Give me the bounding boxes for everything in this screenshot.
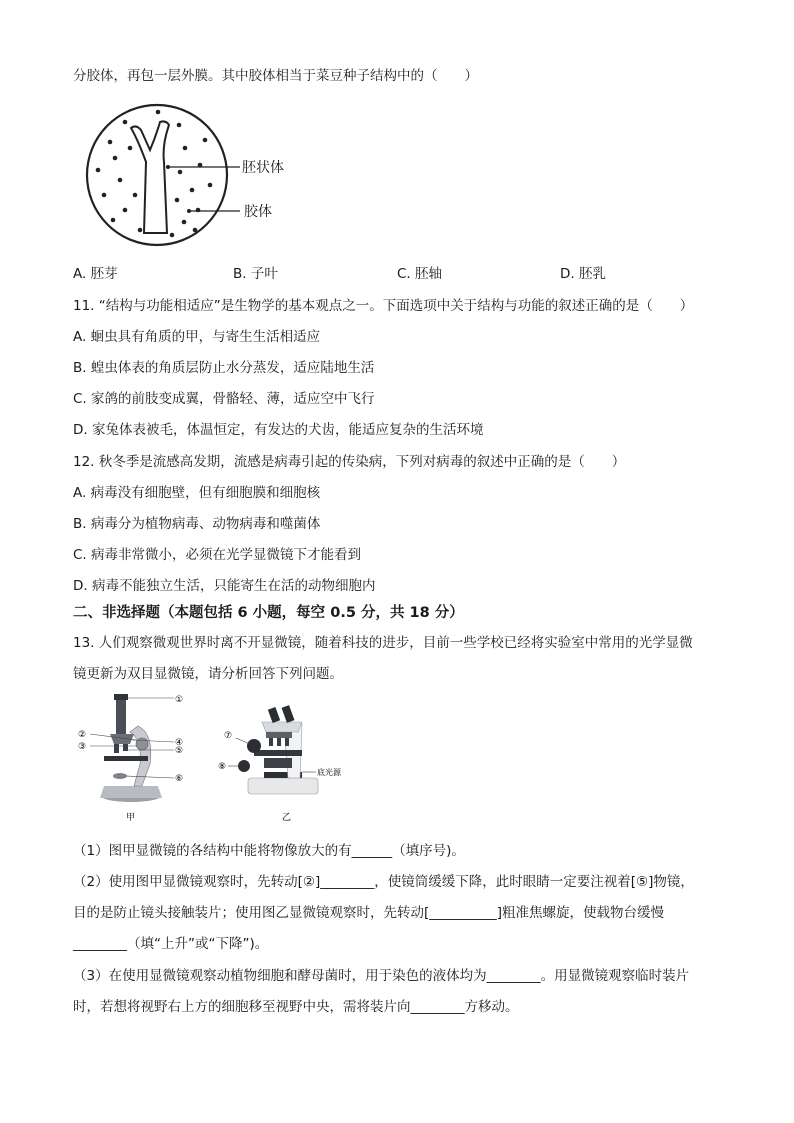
- question-11-option-c[interactable]: C. 家鸽的前肢变成翼，骨骼轻、薄，适应空中飞行: [73, 391, 375, 407]
- question-13-stem-line-2: 镜更新为双目显微镜，请分析回答下列问题。: [73, 666, 343, 682]
- label-4: ④: [175, 738, 184, 748]
- microscope-yi-figure: [214, 694, 364, 824]
- option-b[interactable]: B. 子叶: [233, 266, 278, 282]
- question-11-option-d[interactable]: D. 家兔体表被毛，体温恒定，有发达的犬齿，能适应复杂的生活环境: [73, 422, 484, 438]
- question-11-stem: 11. “结构与功能相适应”是生物学的基本观点之一。下面选项中关于结构与功能的叙述正确的是（ ）: [73, 298, 694, 314]
- option-d[interactable]: D. 胚乳: [560, 266, 606, 282]
- question-13-stem-line-1: 13. 人们观察微观世界时离不开显微镜，随着科技的进步，目前一些学校已经将实验室中常用的光学显微: [73, 635, 693, 651]
- label-5: ⑤: [175, 746, 184, 756]
- artificial-seed-diagram: [80, 100, 320, 250]
- label-light-source: 底光源: [317, 768, 341, 777]
- question-10-stem-continuation: 分胶体，再包一层外膜。其中胶体相当于菜豆种子结构中的（ ）: [73, 68, 478, 84]
- section-2-title: 二、非选择题（本题包括 6 小题，每空 0.5 分，共 18 分）: [73, 605, 464, 621]
- question-13-part-2-line-2: 目的是防止镜头接触装片；使用图乙显微镜观察时，先转动[__________]粗准焦螺旋，使载物台缓慢: [73, 905, 665, 921]
- question-12-option-c[interactable]: C. 病毒非常微小，必须在光学显微镜下才能看到: [73, 547, 362, 563]
- question-11-option-b[interactable]: B. 蝗虫体表的角质层防止水分蒸发，适应陆地生活: [73, 360, 375, 376]
- question-11-option-a[interactable]: A. 蛔虫具有角质的甲，与寄生生活相适应: [73, 329, 321, 345]
- question-10-options: [73, 264, 723, 284]
- question-12-stem: 12. 秋冬季是流感高发期，流感是病毒引起的传染病，下列对病毒的叙述中正确的是（ ）: [73, 454, 626, 470]
- question-12-option-d[interactable]: D. 病毒不能独立生活，只能寄生在活的动物细胞内: [73, 578, 376, 594]
- label-embryoid: 胚状体: [242, 160, 284, 176]
- microscope-jia-figure: [76, 694, 191, 824]
- option-c[interactable]: C. 胚轴: [397, 266, 443, 282]
- question-13-part-1: （1）图甲显微镜的各结构中能将物像放大的有______（填序号)。: [73, 843, 465, 859]
- label-7: ⑦: [224, 731, 233, 741]
- question-12-option-b[interactable]: B. 病毒分为植物病毒、动物病毒和噬菌体: [73, 516, 321, 532]
- label-1: ①: [175, 695, 184, 705]
- question-13-part-3-line-1: （3）在使用显微镜观察动植物细胞和酵母菌时，用于染色的液体均为________。用显微镜观察临时装片: [73, 968, 690, 984]
- question-13-part-2-line-1: （2）使用图甲显微镜观察时，先转动[②]________，使镜筒缓缓下降，此时眼睛一定要注视着[⑤]物镜，: [73, 874, 694, 890]
- label-2: ②: [78, 730, 87, 740]
- question-13-part-3-line-2: 时，若想将视野右上方的细胞移至视野中央，需将装片向________方移动。: [73, 999, 519, 1015]
- label-6: ⑥: [175, 774, 184, 784]
- label-8: ⑧: [218, 762, 227, 772]
- label-3: ③: [78, 742, 87, 752]
- label-colloid: 胶体: [244, 204, 272, 220]
- question-13-part-2-line-3: ________（填“上升”或“下降”)。: [73, 936, 269, 952]
- option-a[interactable]: A. 胚芽: [73, 266, 118, 282]
- question-12-option-a[interactable]: A. 病毒没有细胞壁，但有细胞膜和细胞核: [73, 485, 321, 501]
- caption-yi: 乙: [282, 813, 292, 823]
- caption-jia: 甲: [126, 813, 136, 823]
